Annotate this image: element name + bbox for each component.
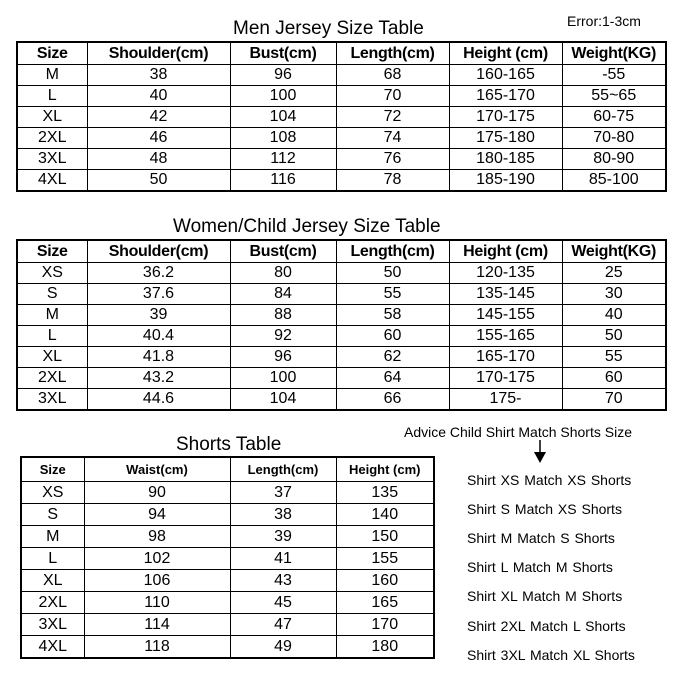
women-table-cell: 64 [336, 368, 449, 389]
advice-title: Advice Child Shirt Match Shorts Size [404, 424, 632, 440]
men-table-row [17, 107, 666, 128]
women-table-cell: 50 [336, 263, 449, 284]
women-table-cell: 84 [230, 284, 336, 305]
women-table-cell: 96 [230, 347, 336, 368]
arrow-down-icon [533, 440, 547, 464]
shorts-table-cell: XL [21, 570, 84, 592]
men-table-cell: 85-100 [562, 170, 666, 192]
women-table-cell: 66 [336, 389, 449, 411]
women-table-cell: M [17, 305, 87, 326]
men-table-cell: -55 [562, 65, 666, 86]
shorts-table-cell: L [21, 548, 84, 570]
shorts-table-row [21, 526, 434, 548]
women-table-row [17, 389, 666, 411]
women-size-table [16, 239, 667, 411]
men-table-cell: 55~65 [562, 86, 666, 107]
shorts-table-cell: 3XL [21, 614, 84, 636]
shorts-table-cell: 98 [84, 526, 230, 548]
shorts-table-cell: 135 [336, 482, 434, 504]
women-table-cell: 60 [562, 368, 666, 389]
men-table-cell: 70-80 [562, 128, 666, 149]
men-table-cell: 4XL [17, 170, 87, 192]
women-table-row [17, 326, 666, 347]
women-table-cell: 58 [336, 305, 449, 326]
men-table-cell: 100 [230, 86, 336, 107]
women-table-cell: 175- [449, 389, 562, 411]
women-table-cell: 25 [562, 263, 666, 284]
men-header-size: Size [17, 42, 87, 65]
shorts-table-cell: 106 [84, 570, 230, 592]
shorts-table-cell: 150 [336, 526, 434, 548]
women-table-cell: 36.2 [87, 263, 230, 284]
shorts-table-cell: 47 [230, 614, 336, 636]
advice-item-l: Shirt L Match M Shorts [467, 559, 613, 575]
shorts-table-cell: 2XL [21, 592, 84, 614]
shorts-table-row [21, 614, 434, 636]
men-table-cell: 185-190 [449, 170, 562, 192]
men-table-cell: 3XL [17, 149, 87, 170]
shorts-table-cell: 38 [230, 504, 336, 526]
women-table-title: Women/Child Jersey Size Table [173, 216, 441, 237]
men-header-height: Height (cm) [449, 42, 562, 65]
women-table-cell: XL [17, 347, 87, 368]
men-table-cell: L [17, 86, 87, 107]
women-table-row [17, 368, 666, 389]
men-table-cell: 38 [87, 65, 230, 86]
shorts-table-cell: 39 [230, 526, 336, 548]
women-table-cell: 70 [562, 389, 666, 411]
women-table-cell: 165-170 [449, 347, 562, 368]
shorts-table-row [21, 504, 434, 526]
shorts-table-body [21, 482, 434, 659]
shorts-table-title: Shorts Table [176, 434, 282, 455]
women-table-cell: 43.2 [87, 368, 230, 389]
women-table-cell: 60 [336, 326, 449, 347]
shorts-size-table [20, 456, 435, 659]
women-table-row [17, 347, 666, 368]
men-table-cell: M [17, 65, 87, 86]
shorts-table-cell: 102 [84, 548, 230, 570]
men-table-cell: 40 [87, 86, 230, 107]
men-table-row [17, 65, 666, 86]
shorts-table-cell: 155 [336, 548, 434, 570]
men-table-row [17, 149, 666, 170]
men-table-row [17, 128, 666, 149]
men-header-bust: Bust(cm) [230, 42, 336, 65]
women-table-cell: 37.6 [87, 284, 230, 305]
men-header-row [17, 42, 666, 65]
men-table-cell: XL [17, 107, 87, 128]
women-table-cell: 44.6 [87, 389, 230, 411]
shorts-table-cell: 118 [84, 636, 230, 659]
women-table-body [17, 263, 666, 411]
shorts-table-cell: 170 [336, 614, 434, 636]
men-table-cell: 70 [336, 86, 449, 107]
men-table-cell: 175-180 [449, 128, 562, 149]
men-table-cell: 108 [230, 128, 336, 149]
advice-item-xs: Shirt XS Match XS Shorts [467, 472, 632, 488]
women-table-cell: 80 [230, 263, 336, 284]
men-table-cell: 116 [230, 170, 336, 192]
men-table-cell: 68 [336, 65, 449, 86]
women-table-cell: 30 [562, 284, 666, 305]
men-table-cell: 112 [230, 149, 336, 170]
shorts-table-cell: 160 [336, 570, 434, 592]
men-table-cell: 104 [230, 107, 336, 128]
shorts-table-cell: 45 [230, 592, 336, 614]
men-table-row [17, 170, 666, 192]
women-table-cell: 50 [562, 326, 666, 347]
advice-item-2xl: Shirt 2XL Match L Shorts [467, 618, 626, 634]
shorts-table-row [21, 636, 434, 659]
shorts-header-row [21, 457, 434, 482]
women-table-cell: 120-135 [449, 263, 562, 284]
shorts-header-waist: Waist(cm) [84, 457, 230, 482]
advice-item-s: Shirt S Match XS Shorts [467, 501, 622, 517]
women-table-cell: XS [17, 263, 87, 284]
shorts-table-cell: 41 [230, 548, 336, 570]
women-header-bust: Bust(cm) [230, 240, 336, 263]
women-table-cell: 100 [230, 368, 336, 389]
women-table-cell: 41.8 [87, 347, 230, 368]
men-header-weight: Weight(KG) [562, 42, 666, 65]
men-table-cell: 96 [230, 65, 336, 86]
men-table-cell: 46 [87, 128, 230, 149]
shorts-table-row [21, 570, 434, 592]
advice-item-3xl: Shirt 3XL Match XL Shorts [467, 647, 635, 663]
women-table-row [17, 305, 666, 326]
shorts-table-cell: 165 [336, 592, 434, 614]
shorts-table-cell: 94 [84, 504, 230, 526]
women-table-row [17, 263, 666, 284]
advice-item-xl: Shirt XL Match M Shorts [467, 588, 623, 604]
women-header-row [17, 240, 666, 263]
shorts-table-cell: 4XL [21, 636, 84, 659]
women-table-cell: 135-145 [449, 284, 562, 305]
men-table-cell: 42 [87, 107, 230, 128]
men-table-cell: 50 [87, 170, 230, 192]
men-table-cell: 74 [336, 128, 449, 149]
men-table-title: Men Jersey Size Table [233, 18, 424, 39]
men-table-cell: 2XL [17, 128, 87, 149]
men-table-cell: 76 [336, 149, 449, 170]
shorts-table-cell: 180 [336, 636, 434, 659]
shorts-table-cell: 140 [336, 504, 434, 526]
men-table-body [17, 65, 666, 192]
women-table-cell: S [17, 284, 87, 305]
women-table-cell: 155-165 [449, 326, 562, 347]
women-table-cell: 145-155 [449, 305, 562, 326]
women-table-cell: 40.4 [87, 326, 230, 347]
shorts-table-row [21, 482, 434, 504]
shorts-table-cell: S [21, 504, 84, 526]
shorts-table-cell: 37 [230, 482, 336, 504]
women-table-row [17, 284, 666, 305]
men-table-cell: 60-75 [562, 107, 666, 128]
men-table-cell: 80-90 [562, 149, 666, 170]
shorts-table-cell: 90 [84, 482, 230, 504]
men-table-cell: 180-185 [449, 149, 562, 170]
women-table-cell: 55 [562, 347, 666, 368]
men-header-length: Length(cm) [336, 42, 449, 65]
women-table-cell: L [17, 326, 87, 347]
women-header-size: Size [17, 240, 87, 263]
shorts-table-cell: M [21, 526, 84, 548]
shorts-table-cell: 49 [230, 636, 336, 659]
shorts-table-cell: XS [21, 482, 84, 504]
women-table-cell: 170-175 [449, 368, 562, 389]
women-table-cell: 92 [230, 326, 336, 347]
shorts-table-cell: 114 [84, 614, 230, 636]
women-header-length: Length(cm) [336, 240, 449, 263]
advice-item-m: Shirt M Match S Shorts [467, 530, 615, 546]
women-table-cell: 40 [562, 305, 666, 326]
women-header-shoulder: Shoulder(cm) [87, 240, 230, 263]
men-table-cell: 72 [336, 107, 449, 128]
men-header-shoulder: Shoulder(cm) [87, 42, 230, 65]
women-header-height: Height (cm) [449, 240, 562, 263]
men-table-row [17, 86, 666, 107]
shorts-table-row [21, 548, 434, 570]
shorts-table-row [21, 592, 434, 614]
shorts-header-height: Height (cm) [336, 457, 434, 482]
women-table-cell: 55 [336, 284, 449, 305]
women-table-cell: 104 [230, 389, 336, 411]
women-table-cell: 2XL [17, 368, 87, 389]
men-table-cell: 160-165 [449, 65, 562, 86]
shorts-header-length: Length(cm) [230, 457, 336, 482]
women-table-cell: 88 [230, 305, 336, 326]
men-table-cell: 170-175 [449, 107, 562, 128]
men-table-cell: 78 [336, 170, 449, 192]
error-note: Error:1-3cm [567, 13, 641, 29]
women-table-cell: 3XL [17, 389, 87, 411]
women-table-cell: 39 [87, 305, 230, 326]
women-table-cell: 62 [336, 347, 449, 368]
men-table-cell: 165-170 [449, 86, 562, 107]
shorts-table-cell: 43 [230, 570, 336, 592]
men-size-table [16, 41, 667, 192]
shorts-header-size: Size [21, 457, 84, 482]
women-header-weight: Weight(KG) [562, 240, 666, 263]
men-table-cell: 48 [87, 149, 230, 170]
shorts-table-cell: 110 [84, 592, 230, 614]
